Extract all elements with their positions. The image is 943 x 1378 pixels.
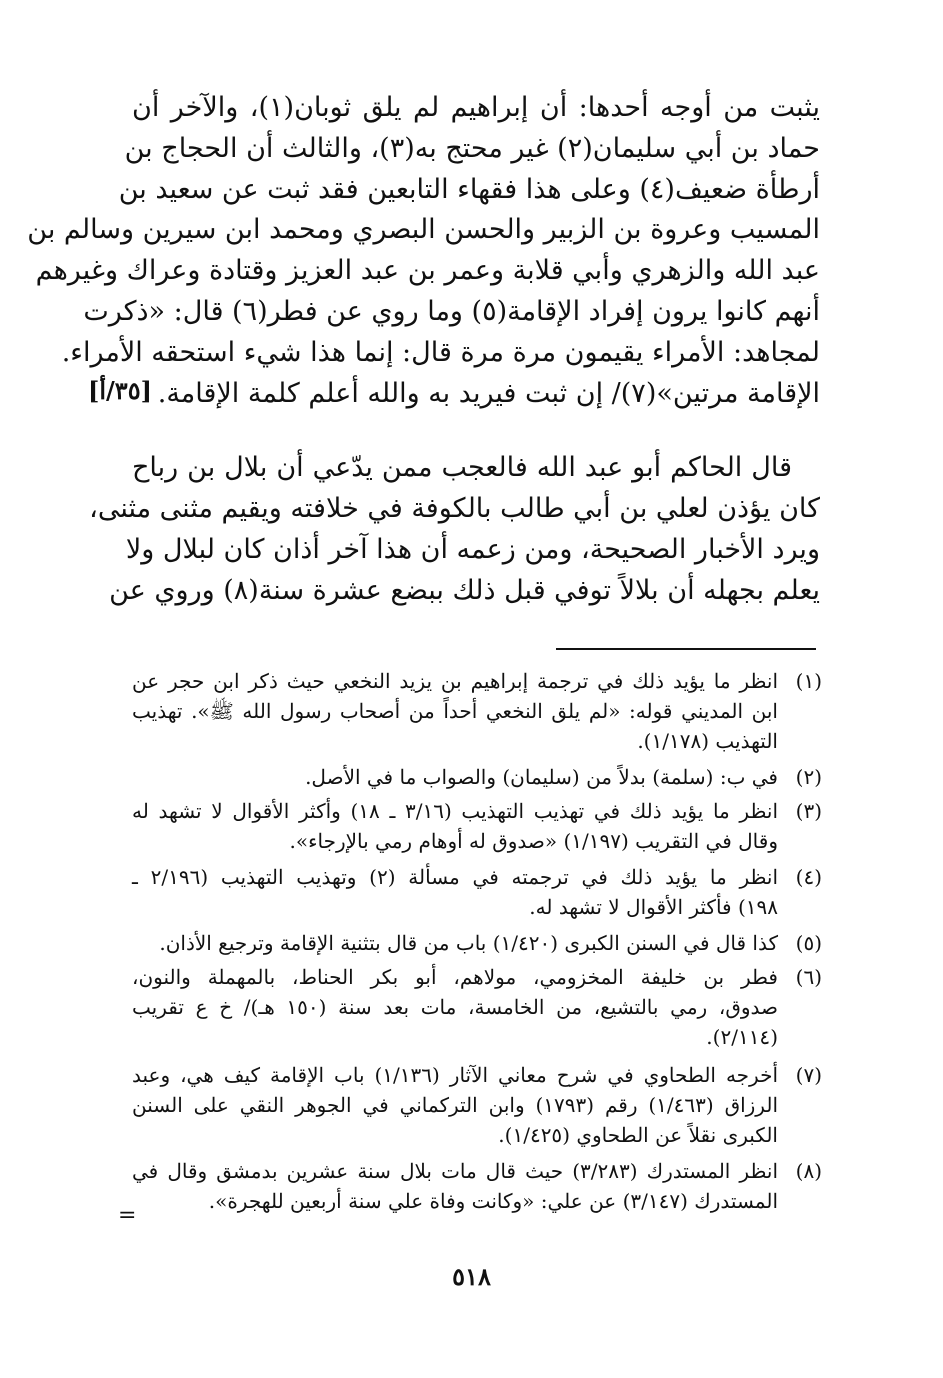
footnote-line: صدوق، رمي بالتشيع، من الخامسة، مات بعد سنة (١٥٠ هـ)/ خ ع تقريب (132, 995, 778, 1019)
footnote-line: الكبرى نقلاً عن الطحاوي (١/٤٢٥). (498, 1123, 778, 1147)
page-number: ٥١٨ (452, 1262, 491, 1291)
footnote-6 (132, 962, 822, 1052)
footnote-number: (٣) (795, 799, 822, 823)
continuation-mark: = (118, 1203, 137, 1228)
footnote-line: ١٩٨) فأكثر الأقوال لا تشهد له. (529, 895, 778, 919)
footnote-5 (132, 928, 822, 958)
text-line: يعلم بجهله أن بلالاً توفي قبل ذلك ببضع عشرة سنة(٨) وروي عن (109, 574, 820, 606)
footnote-line: فطر بن خليفة المخزومي، مولاهم، أبو بكر الحناط، بالمهملة والنون، (132, 965, 778, 989)
footnote-number: (١) (795, 669, 822, 693)
text-line: كان يؤذن لعلي بن أبي طالب بالكوفة في خلافته ويقيم مثنى مثنى، (89, 493, 820, 525)
footnote-line: ابن المديني قوله: «لم يلق النخعي أحداً من أصحاب رسول الله ﷺ». تهذيب (132, 699, 778, 723)
footnote-line: انظر المستدرك (٣/٢٨٣) حيث قال مات بلال سنة عشرين بدمشق وقال في (132, 1159, 778, 1183)
text-line: قال الحاكم أبو عبد الله فالعجب ممن يدّعي أن بلال بن رباح (132, 452, 792, 484)
text-line: ويرد الأخبار الصحيحة، ومن زعمه أن هذا آخر أذان كان لبلال ولا (125, 533, 820, 565)
footnote-number: (٤) (795, 865, 822, 889)
footnote-line: التهذيب (١/١٧٨). (637, 729, 778, 753)
footnote-2 (132, 762, 822, 792)
footnote-line: (٢/١١٤). (706, 1025, 778, 1049)
footnote-line: أخرجه الطحاوي في شرح معاني الآثار (١/١٣٦) باب الإقامة كيف هي، وعبد (132, 1063, 778, 1087)
footnote-1 (132, 666, 822, 756)
footnote-line: انظر ما يؤيد ذلك في ترجمة إبراهيم بن يزيد النخعي حيث ذكر ابن حجر عن (132, 669, 778, 693)
footnote-line: وقال في التقريب (١/١٩٧) «صدوق له أوهام رمي بالإرجاء». (289, 829, 778, 853)
footnote-number: (٢) (795, 765, 822, 789)
footnote-line: كذا قال في السنن الكبرى (١/٤٢٠) باب من قال بتثنية الإقامة وترجيع الأذان. (159, 931, 778, 955)
footnote-line: انظر ما يؤيد ذلك في ترجمته في مسألة (٢) وتهذيب التهذيب (٢/١٩٦ ـ (132, 865, 779, 889)
footnote-7 (132, 1060, 822, 1150)
text-line: حماد بن أبي سليمان(٢) غير محتج به(٣)، والثالث أن الحجاج بن (124, 132, 820, 164)
paragraph-gap (132, 414, 820, 448)
footnote-line: في ب: (سلمة) بدلاً من (سليمان) والصواب ما في الأصل. (305, 765, 778, 789)
manuscript-folio-marker: [٣٥/أ] (88, 376, 152, 405)
footnotes (132, 666, 822, 1216)
footnote-8 (132, 1156, 822, 1216)
text-line: يثبت من أوجه أحدها: أن إبراهيم لم يلق ثوبان(١)، والآخر أن (132, 92, 820, 123)
text-line: عبد الله والزهري وأبي قلابة وعمر بن عبد العزيز وقتادة وعراك وغيرهم (35, 255, 820, 287)
text-line: لمجاهد: الأمراء يقيمون مرة مرة قال: إنما هذا شيء استحقه الأمراء. (61, 336, 820, 368)
text-line: أنهم كانوا يرون إفراد الإقامة(٥) وما روي عن فطر(٦) قال: «ذكرت (83, 295, 820, 327)
text-line: الإقامة مرتين»(٧)/ إن ثبت فيريد به والله أعلم كلمة الإقامة. (157, 377, 820, 409)
footnote-3 (132, 796, 822, 856)
footnote-line: انظر ما يؤيد ذلك في تهذيب التهذيب (٣/١٦ ـ ١٨) وأكثر الأقوال لا تشهد له (132, 799, 778, 823)
footnote-number: (٨) (795, 1159, 822, 1183)
footnote-number: (٧) (795, 1063, 822, 1087)
footnote-line: المستدرك (٣/١٤٧) عن علي: «وكانت وفاة علي سنة أربعين للهجرة». (208, 1189, 778, 1213)
text-line: أرطأة ضعيف(٤) وعلى هذا فقهاء التابعين فقد ثبت عن سعيد بن (118, 173, 820, 205)
text-line: المسيب وعروة بن الزبير والحسن البصري ومحمد ابن سيرين وسالم بن (27, 214, 820, 246)
footnote-separator (556, 648, 816, 650)
footnote-number: (٥) (795, 931, 822, 955)
footnote-number: (٦) (795, 965, 822, 989)
footnote-line: الرزاق (١/٤٦٣) رقم (١٧٩٣) وابن التركماني في الجوهر النقي على السنن (132, 1093, 778, 1117)
footnote-4 (132, 862, 822, 922)
